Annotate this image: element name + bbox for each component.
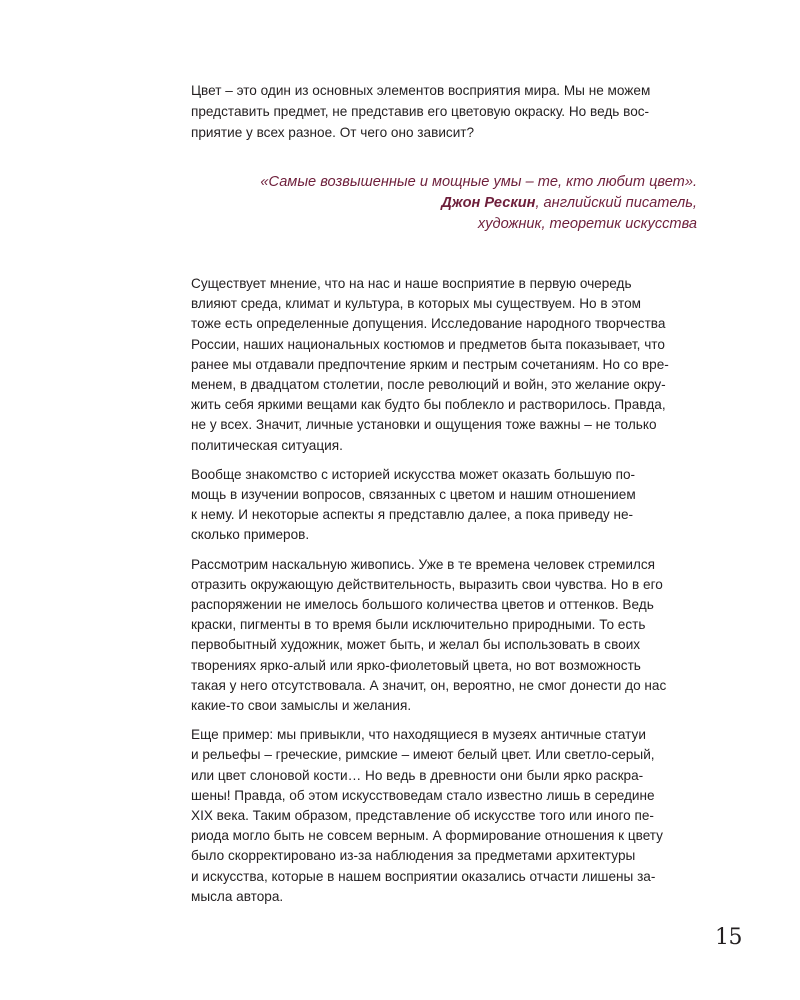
quote-author-description: , английский писатель, — [535, 195, 697, 211]
text-line: такая у него отсутствовала. А значит, он, вероятно, не смог донести до нас — [191, 677, 667, 693]
quote-author: Джон Рескин — [441, 195, 536, 211]
text-line: сколько примеров. — [191, 527, 310, 543]
quote-attribution-line — [197, 193, 697, 214]
text-line: какие-то свои замыслы и желания. — [191, 698, 412, 714]
quote-author-description-continued: художник, теоретик искусства — [477, 216, 697, 232]
text-line: представить предмет, не представив его цветовую окраску. Но ведь вос- — [191, 104, 650, 119]
text-line: или цвет слоновой кости… Но ведь в древности они были ярко раскра- — [191, 767, 644, 783]
text-line: Цвет – это один из основных элементов восприятия мира. Мы не можем — [191, 83, 651, 98]
text-line: не у всех. Значит, личные установки и ощущения тоже важны – не только — [191, 417, 657, 433]
text-line: России, наших национальных костюмов и предметов быта показывает, что — [191, 336, 665, 352]
text-line: распоряжении не имелось большого количества цветов и оттенков. Ведь — [191, 597, 654, 613]
text-line: шены! Правда, об этом искусствоведам стало известно лишь в середине — [191, 787, 655, 803]
text-line: первобытный художник, может быть, и желал бы использовать в своих — [191, 637, 641, 653]
text-line: менем, в двадцатом столетии, после революций и войн, это желание окру- — [191, 377, 666, 393]
text-line: влияют среда, климат и культура, в которых мы существуем. Но в этом — [191, 296, 642, 312]
text-line: приятие у всех разное. От чего оно зависит? — [191, 125, 475, 140]
quote-text: «Самые возвышенные и мощные умы – те, кто любит цвет». — [260, 174, 697, 190]
body-paragraph — [191, 555, 703, 717]
body-paragraph — [191, 274, 703, 456]
text-line: политическая ситуация. — [191, 437, 343, 453]
text-line: риода могло быть не совсем верным. А формирование отношения к цвету — [191, 828, 663, 844]
text-line: Еще пример: мы привыкли, что находящиеся в музеях античные статуи — [191, 727, 646, 743]
body-paragraph — [191, 465, 703, 546]
text-line: Рассмотрим наскальную живопись. Уже в те времена человек стремился — [191, 556, 656, 572]
text-line: было скорректировано из-за наблюдения за предметами архитектуры — [191, 848, 636, 864]
text-line: XIX века. Таким образом, представление об искусстве того или иного пе- — [191, 808, 654, 824]
text-line: мощь в изучении вопросов, связанных с цветом и нашим отношением — [191, 487, 636, 503]
text-line: Вообще знакомство с историей искусства может оказать большую по- — [191, 466, 636, 482]
body-paragraph — [191, 725, 703, 907]
text-line: жить себя яркими вещами как будто бы поблекло и растворилось. Правда, — [191, 397, 666, 413]
text-line: тоже есть определенные допущения. Исследование народного творчества — [191, 316, 666, 332]
text-line: Существует мнение, что на нас и наше восприятие в первую очередь — [191, 276, 632, 291]
main-body-text — [191, 274, 703, 916]
text-line: и рельефы – греческие, римские – имеют белый цвет. Или светло-серый, — [191, 747, 655, 763]
text-line: мысла автора. — [191, 888, 284, 904]
text-line: и искусства, которые в нашем восприятии оказались отчасти лишены за- — [191, 868, 656, 884]
page-number: 15 — [715, 925, 742, 950]
text-line: краски, пигменты в то время были исключительно природными. То есть — [191, 617, 646, 633]
text-line: ранее мы отдавали предпочтение ярким и пестрым сочетаниям. Но со вре- — [191, 356, 669, 372]
epigraph-quote — [197, 172, 697, 235]
text-line: к нему. И некоторые аспекты я представлю далее, а пока приведу не- — [191, 507, 634, 523]
text-line: творениях ярко-алый или ярко-фиолетовый цвета, но вот возможность — [191, 657, 641, 673]
text-line: отразить окружающую действительность, выразить свои чувства. Но в его — [191, 576, 663, 592]
intro-paragraph — [191, 80, 701, 143]
